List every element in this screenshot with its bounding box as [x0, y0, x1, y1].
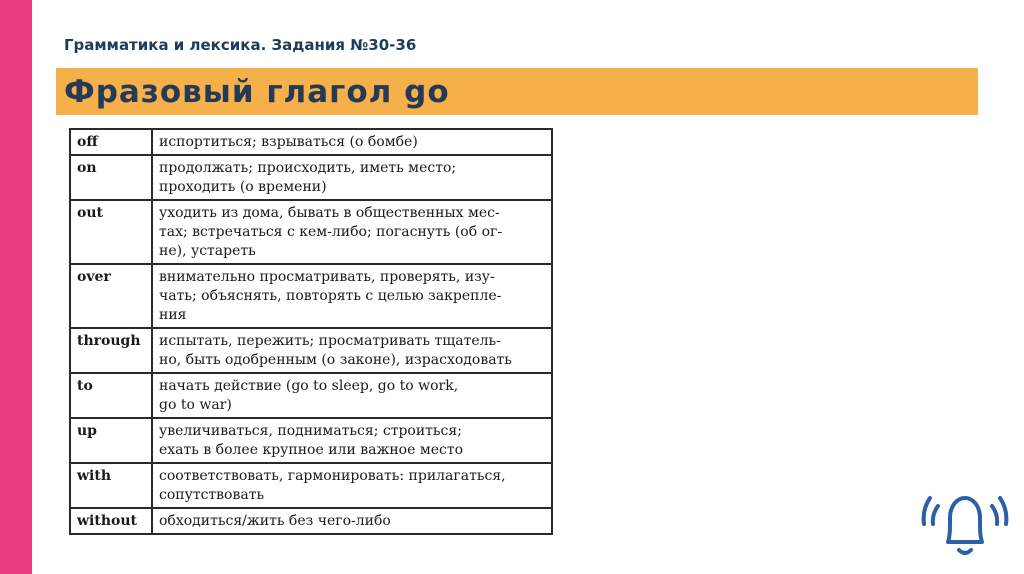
meaning-line: не), устареть: [159, 243, 256, 259]
page-subtitle: Грамматика и лексика. Задания №30-36: [64, 36, 417, 54]
particle-cell: with: [70, 463, 152, 508]
meaning-line: соответствовать, гармонировать: прилагаться,: [159, 468, 506, 484]
meaning-cell: [152, 463, 552, 508]
meaning-line: проходить (о времени): [159, 179, 327, 195]
meaning-cell: [152, 129, 552, 155]
meaning-line: испытать, пережить; просматривать тщатель-: [159, 333, 501, 349]
meaning-line: go to war): [159, 397, 232, 413]
table-row: [70, 508, 552, 534]
particle-cell: off: [70, 129, 152, 155]
meaning-line: уходить из дома, бывать в общественных мес-: [159, 205, 500, 221]
particle-cell: through: [70, 328, 152, 373]
meaning-line: испортиться; взрываться (о бомбе): [159, 134, 418, 150]
meaning-cell: [152, 155, 552, 200]
phrasal-verb-table: [69, 128, 553, 535]
title-band: [56, 68, 978, 115]
table-row: [70, 129, 552, 155]
meaning-line: тах; встречаться с кем-либо; погаснуть (об ог-: [159, 224, 503, 240]
bell-icon: [920, 478, 1010, 562]
meaning-cell: [152, 373, 552, 418]
table-row: [70, 373, 552, 418]
table-row: [70, 328, 552, 373]
particle-cell: to: [70, 373, 152, 418]
meaning-line: но, быть одобренным (о законе), израсходовать: [159, 352, 512, 368]
meaning-line: ехать в более крупное или важное место: [159, 442, 464, 458]
table-body: [70, 129, 552, 534]
meaning-line: увеличиваться, подниматься; строиться;: [159, 423, 462, 439]
meaning-cell: [152, 264, 552, 328]
meaning-line: обходиться/жить без чего-либо: [159, 513, 391, 529]
meaning-line: продолжать; происходить, иметь место;: [159, 160, 457, 176]
particle-cell: up: [70, 418, 152, 463]
meaning-line: начать действие (go to sleep, go to work,: [159, 378, 459, 394]
meaning-line: сопутствовать: [159, 487, 265, 503]
meaning-line: внимательно просматривать, проверять, изу-: [159, 269, 495, 285]
meaning-line: ния: [159, 307, 187, 323]
particle-cell: without: [70, 508, 152, 534]
table-row: [70, 155, 552, 200]
page-title: Фразовый глагол go: [64, 74, 450, 110]
table-row: [70, 418, 552, 463]
particle-cell: over: [70, 264, 152, 328]
meaning-cell: [152, 508, 552, 534]
particle-cell: on: [70, 155, 152, 200]
table-row: [70, 463, 552, 508]
meaning-cell: [152, 328, 552, 373]
meaning-line: чать; объяснять, повторять с целью закрепле-: [159, 288, 502, 304]
side-accent-bar: [0, 0, 32, 574]
table-row: [70, 200, 552, 264]
meaning-cell: [152, 418, 552, 463]
table-row: [70, 264, 552, 328]
particle-cell: out: [70, 200, 152, 264]
meaning-cell: [152, 200, 552, 264]
